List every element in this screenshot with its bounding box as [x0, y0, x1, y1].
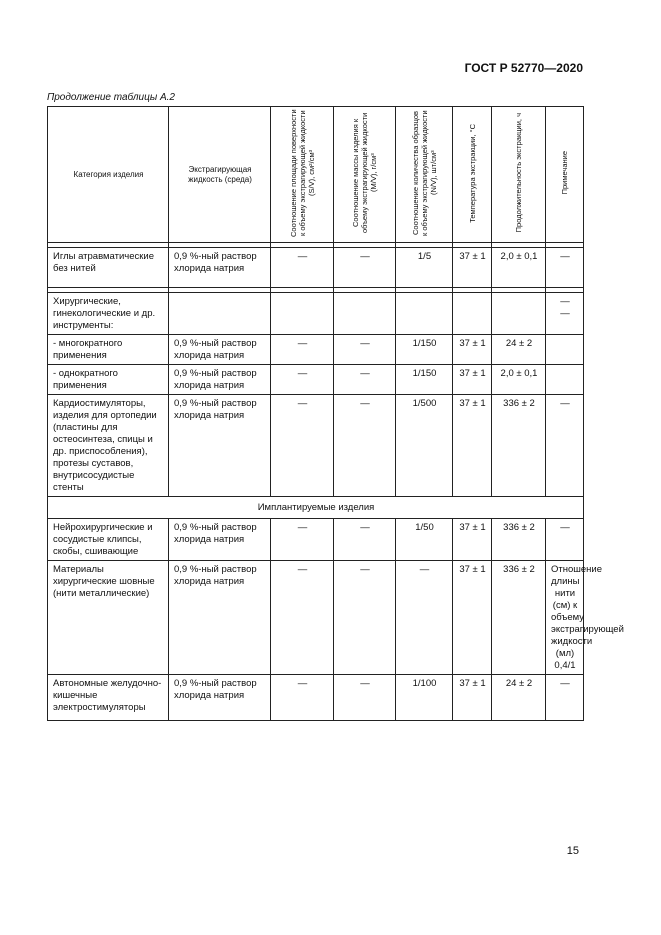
- header-mass-ratio: Соотношение массы изделия к объему экстрагирующей жидкости (M/V), г/см³: [351, 112, 378, 234]
- cell-category: - однократного применения: [48, 365, 169, 395]
- table-row: [48, 395, 584, 497]
- cell-liquid: 0,9 %-ный раствор хлорида натрия: [169, 675, 271, 721]
- header-temperature: Температура экстракции, °С: [467, 123, 477, 223]
- cell-area: —: [271, 395, 334, 497]
- page-number: 15: [566, 845, 579, 857]
- cell-count: 1/150: [396, 365, 453, 395]
- cell-temp: 37 ± 1: [453, 248, 492, 288]
- table-row: [48, 335, 584, 365]
- cell-duration: 2,0 ± 0,1: [492, 248, 546, 288]
- cell-area: —: [271, 561, 334, 675]
- cell-temp: 37 ± 1: [453, 365, 492, 395]
- cell-liquid: 0,9 %-ный раствор хлорида натрия: [169, 561, 271, 675]
- document-code: ГОСТ Р 52770—2020: [464, 61, 583, 75]
- cell-category: Автономные желудочно-кишечные электростимуляторы: [48, 675, 169, 721]
- cell-mass: —: [334, 675, 396, 721]
- cell-note: —: [546, 248, 584, 288]
- cell-duration: 24 ± 2: [492, 335, 546, 365]
- cell-temp: 37 ± 1: [453, 335, 492, 365]
- cell-temp: 37 ± 1: [453, 675, 492, 721]
- cell-mass: —: [334, 519, 396, 561]
- cell-liquid: 0,9 %-ный раствор хлорида натрия: [169, 395, 271, 497]
- cell-mass: —: [334, 248, 396, 288]
- cell-note: —: [546, 519, 584, 561]
- table-row: [48, 365, 584, 395]
- cell-area: —: [271, 675, 334, 721]
- cell-category: Нейрохирургические и сосудистые клипсы, скобы, сшивающие: [48, 519, 169, 561]
- cell-mass: —: [334, 395, 396, 497]
- cell-temp: 37 ± 1: [453, 519, 492, 561]
- cell-liquid: 0,9 %-ный раствор хлорида натрия: [169, 519, 271, 561]
- table-row: [48, 519, 584, 561]
- cell-duration: 24 ± 2: [492, 675, 546, 721]
- note-dash: —: [560, 308, 570, 319]
- header-liquid: Экстрагирующая жидкость (среда): [169, 107, 271, 243]
- cell-category: Материалы хирургические шовные (нити металлические): [48, 561, 169, 675]
- table-caption: Продолжение таблицы А.2: [47, 92, 175, 103]
- cell-area: —: [271, 335, 334, 365]
- section-row: [48, 497, 584, 519]
- cell-duration: 336 ± 2: [492, 561, 546, 675]
- cell-area: —: [271, 365, 334, 395]
- header-row: [48, 107, 584, 243]
- cell-duration: 336 ± 2: [492, 395, 546, 497]
- cell-count: 1/500: [396, 395, 453, 497]
- cell-mass: —: [334, 561, 396, 675]
- cell-count: —: [396, 561, 453, 675]
- cell-category: - многократного применения: [48, 335, 169, 365]
- cell-area: —: [271, 248, 334, 288]
- cell-count: 1/50: [396, 519, 453, 561]
- table-row: [48, 675, 584, 721]
- cell-area: —: [271, 519, 334, 561]
- cell-count: 1/5: [396, 248, 453, 288]
- cell-count: 1/150: [396, 335, 453, 365]
- header-duration: Продолжительность экстракции, ч: [514, 113, 523, 233]
- cell-count: 1/100: [396, 675, 453, 721]
- cell-duration: 336 ± 2: [492, 519, 546, 561]
- cell-category: Кардиостимуляторы, изделия для ортопедии (пластины для остеосинтеза, спицы и др. приспособления), протезы суставов, внутрисосудистые стенты: [48, 395, 169, 497]
- cell-note: —: [546, 675, 584, 721]
- cell-temp: 37 ± 1: [453, 395, 492, 497]
- header-note: Примечание: [560, 151, 569, 195]
- table-row: [48, 561, 584, 675]
- cell-duration: 2,0 ± 0,1: [492, 365, 546, 395]
- cell-liquid: 0,9 %-ный раствор хлорида натрия: [169, 248, 271, 288]
- cell-mass: —: [334, 365, 396, 395]
- cell-mass: —: [334, 335, 396, 365]
- cell-liquid: 0,9 %-ный раствор хлорида натрия: [169, 365, 271, 395]
- extraction-table: [47, 106, 624, 721]
- note-dash: —: [560, 296, 570, 307]
- cell-note: —: [546, 395, 584, 497]
- cell-category: Иглы атравматические без нитей: [48, 248, 169, 288]
- table-row: [48, 248, 584, 288]
- header-category: Категория изделия: [48, 107, 169, 243]
- header-area-ratio: Соотношение площади поверхности к объему экстрагирующей жидкости (S/V), см²/см³: [288, 109, 316, 237]
- header-count-ratio: Соотношение количества образцов к объему экстрагирующей жидкости (N/V), шт/см³: [410, 110, 438, 236]
- cell-note: [546, 293, 584, 335]
- cell-note: Отношение длины нити (см) к объему экстрагирующей жидкости (мл) 0,4/1: [546, 561, 584, 675]
- cell-temp: 37 ± 1: [453, 561, 492, 675]
- cell-category: Хирургические, гинекологические и др. инструменты:: [48, 293, 169, 335]
- section-title: Имплантируемые изделия: [48, 497, 584, 519]
- cell-liquid: 0,9 %-ный раствор хлорида натрия: [169, 335, 271, 365]
- table-row: [48, 293, 584, 335]
